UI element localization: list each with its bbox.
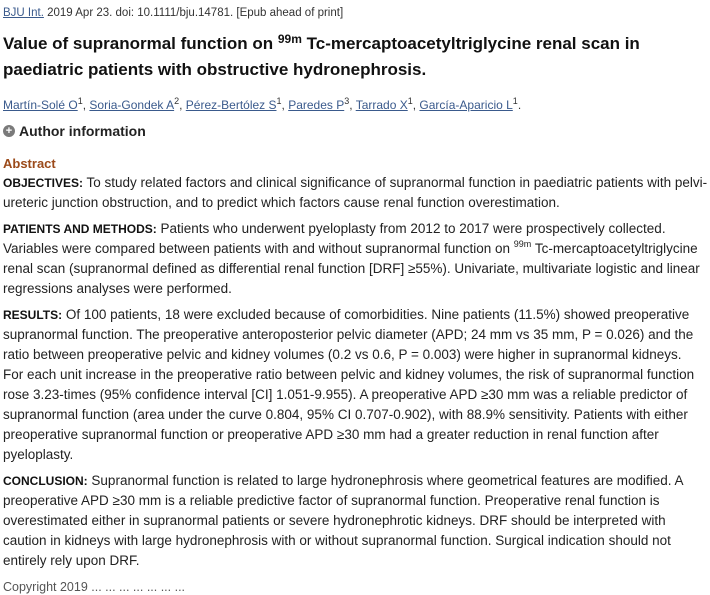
- results-line: rose 3.23-times (95% confidence interval [CI] 1.051-9.955). A preoperative APD ≥30 mm was a reliable predictor of: [3, 387, 688, 402]
- methods-superscript: 99m: [513, 239, 532, 249]
- author-affiliation: 1: [512, 96, 518, 106]
- conclusion-text: Supranormal function is related to large hydronephrosis where geometrical features are modified. A preoperative APD ≥30 mm is a reliable predictive factor of supranormal function. Preoperative renal function is overestimated either in supranormal patients or severe hydronephrotic kidneys. DRF should be interpreted with caution in kidneys with large hydronephrosis with or without supranormal function. Surgical indication should not entirely rely upon DRF.: [3, 473, 683, 568]
- abstract-heading: Abstract: [3, 156, 56, 171]
- author-affiliation: 1: [77, 96, 83, 106]
- citation-line: [3, 6, 707, 21]
- expand-plus-icon[interactable]: +: [3, 125, 15, 137]
- journal-link[interactable]: BJU Int.: [3, 7, 44, 19]
- author-link[interactable]: Soria-Gondek A: [89, 98, 175, 112]
- author-affiliation: 3: [344, 96, 350, 106]
- abstract-conclusion: [3, 471, 710, 571]
- citation-details: 2019 Apr 23. doi: 10.1111/bju.14781. [Epub ahead of print]: [47, 7, 344, 19]
- results-line: [3, 305, 710, 325]
- author-link[interactable]: Paredes P: [288, 98, 345, 112]
- author-link[interactable]: Pérez-Bertólez S: [185, 98, 277, 112]
- author-information-toggle[interactable]: [3, 122, 707, 140]
- title-part1: Value of supranormal function on: [3, 34, 278, 53]
- conclusion-label: CONCLUSION:: [3, 474, 88, 488]
- author-link[interactable]: García-Aparicio L: [419, 98, 513, 112]
- author-information-label: Author information: [19, 123, 146, 139]
- methods-text-a: Patients who underwent pyeloplasty from 2012 to 2017 were prospectively collected. Variables were compared between patients with and without supranormal function on: [3, 221, 666, 256]
- methods-label: PATIENTS AND METHODS:: [3, 222, 157, 236]
- results-line: ratio between preoperative pelvic and kidney volumes (0.2 vs 0.6, P = 0.003) were higher in supranormal kidneys.: [3, 347, 682, 362]
- author-link[interactable]: Martín-Solé O: [3, 98, 78, 112]
- results-line: pyeloplasty.: [3, 447, 74, 462]
- author-affiliation: 1: [276, 96, 282, 106]
- author-affiliation: 1: [407, 96, 413, 106]
- results-line: supranormal function (area under the curve 0.804, 95% CI 0.707-0.902), with 88.9% sensitivity. Patients with either: [3, 407, 688, 422]
- cut-off-line: Copyright 2019 ... ... ... ... ... ... ...: [3, 580, 186, 594]
- abstract-page: [0, 6, 708, 594]
- results-line: supranormal function. The preoperative anteroposterior pelvic diameter (APD; 24 mm vs 35 mm, P = 0.026) and the: [3, 327, 694, 342]
- objectives-label: OBJECTIVES:: [3, 176, 84, 190]
- abstract-objectives: [3, 173, 710, 213]
- abstract-methods: [3, 219, 710, 299]
- article-title: [3, 31, 703, 83]
- author-affiliation: 2: [174, 96, 180, 106]
- author-link[interactable]: Tarrado X: [355, 98, 408, 112]
- results-label: RESULTS:: [3, 308, 63, 322]
- results-line: For each unit increase in the preoperative ratio between pelvic and kidney volumes, the risk of supranormal function: [3, 367, 695, 382]
- abstract-results: [3, 305, 710, 465]
- methods-text-b: Tc-mercaptoacetyltriglycine renal scan (supranormal defined as differential renal function [DRF] ≥55%). Univariate, multivariate logistic and linear regressions analyses were performed.: [3, 241, 700, 296]
- title-superscript: 99m: [277, 32, 302, 46]
- results-line-text: Of 100 patients, 18 were excluded because of comorbidities. Nine patients (11.5%) showed preoperative: [62, 307, 690, 322]
- title-part2: Tc-mercaptoacetyltriglycine renal scan in paediatric patients with obstructive hydronephrosis.: [3, 34, 640, 79]
- author-list: Martín-Solé $O^1$, Soria-Gondek $A^2$, Pérez-Bertólez $S^1$, Paredes $P^3$, Tarrado $X^1$, García-Aparicio $L^1$.: [3, 96, 522, 112]
- results-line: preoperative supranormal function or preoperative APD ≥30 mm had a greater reduction in renal function after: [3, 427, 659, 442]
- objectives-text: To study related factors and clinical significance of supranormal function in paediatric patients with pelvi-ureteric junction obstruction, and to predict which factors cause renal function overestimation.: [3, 175, 708, 210]
